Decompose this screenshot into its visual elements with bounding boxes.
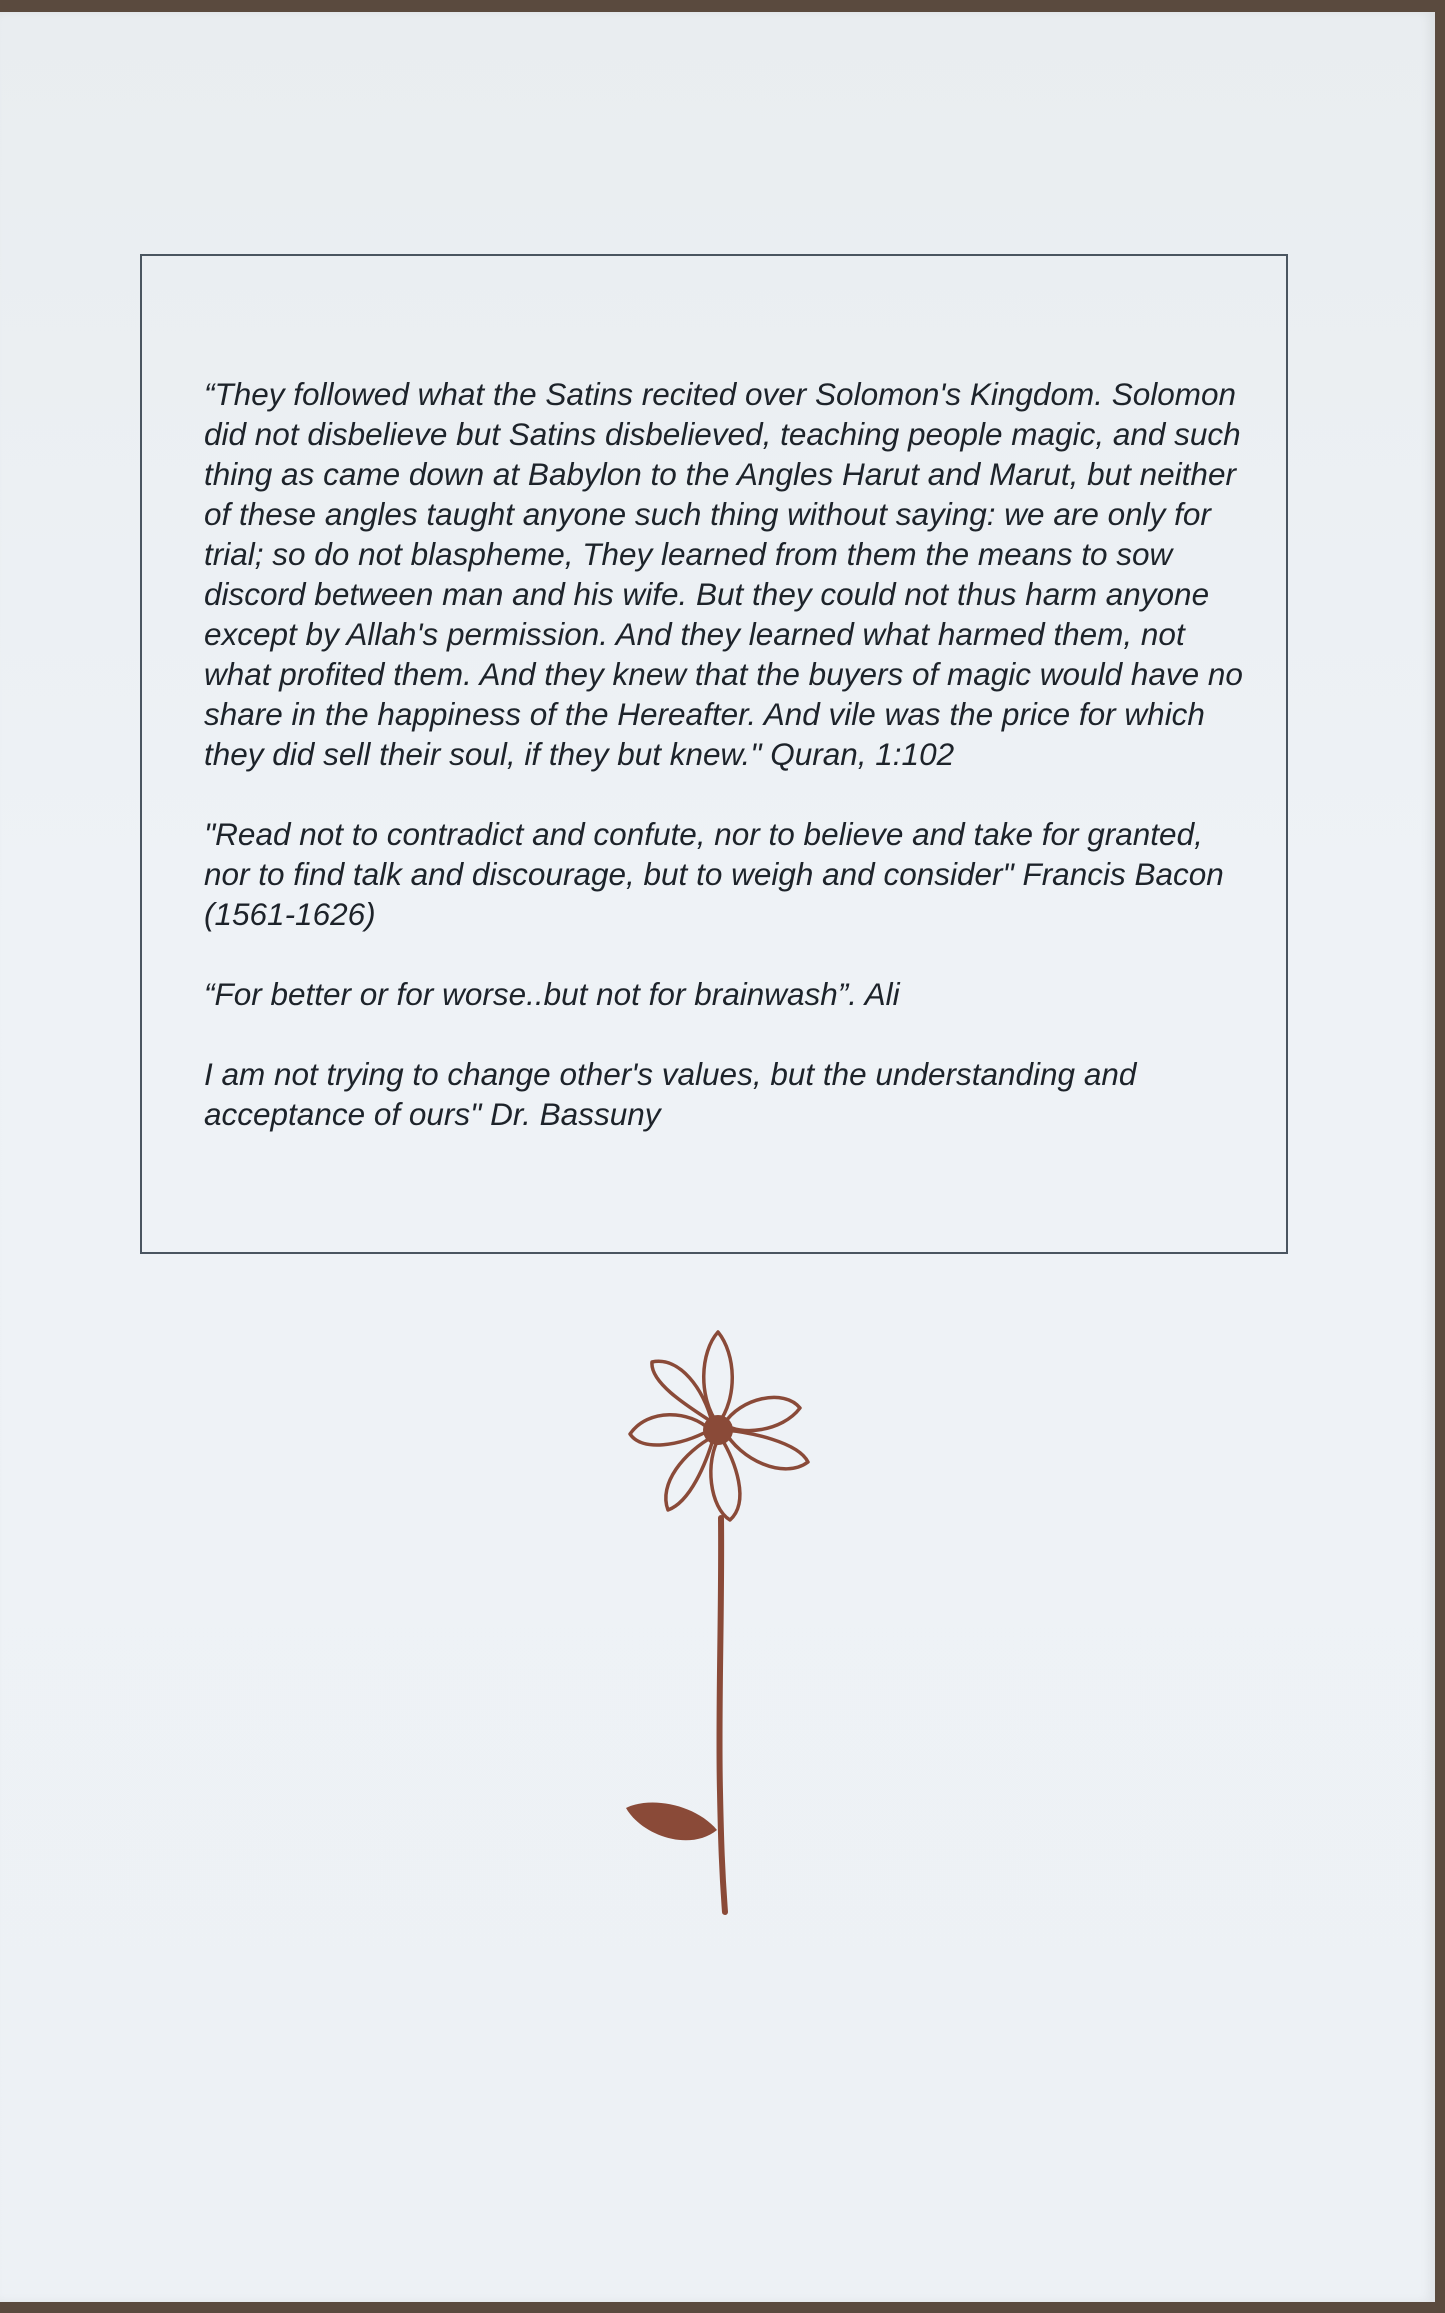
back-cover	[0, 12, 1435, 2302]
petal-left	[630, 1415, 710, 1445]
flower-leaf	[626, 1803, 717, 1841]
flower-icon	[600, 1312, 840, 1932]
petal-right	[724, 1430, 808, 1469]
quote-quran: “They followed what the Satins recited over Solomon's Kingdom. Solomon did not disbelieve but Satins disbelieved, teaching people magic, and such thing as came down at Babylon to the Angles Harut and Marut, but neither of these angles taught anyone such thing without saying: we are only for trial; so do not blaspheme, They learned from them the means to sow discord between man and his wife. But they could not thus harm anyone except by Allah's permission. And they learned what harmed them, not what profited them. And they knew that the buyers of magic would have no share in the happiness of the Hereafter. And vile was the price for which they did sell their soul, if they but knew." Quran, 1:102	[204, 376, 1243, 772]
petal-upper-right	[724, 1397, 800, 1430]
petal-bottom-left	[666, 1436, 714, 1510]
quote-ali: “For better or for worse..but not for brainwash”. Ali	[204, 976, 900, 1012]
quote-bacon: "Read not to contradict and confute, nor to believe and take for granted, nor to find talk and discourage, but to weigh and consider" Francis Bacon (1561-1626)	[204, 816, 1224, 932]
flower-stem	[719, 1518, 725, 1912]
quote-text-block	[204, 374, 1244, 1174]
flower-center	[703, 1415, 733, 1445]
quote-bassuny: I am not trying to change other's values, but the understanding and acceptance of ours" Dr. Bassuny	[204, 1056, 1137, 1132]
quote-box	[140, 254, 1288, 1254]
petal-bottom-right	[711, 1436, 740, 1520]
